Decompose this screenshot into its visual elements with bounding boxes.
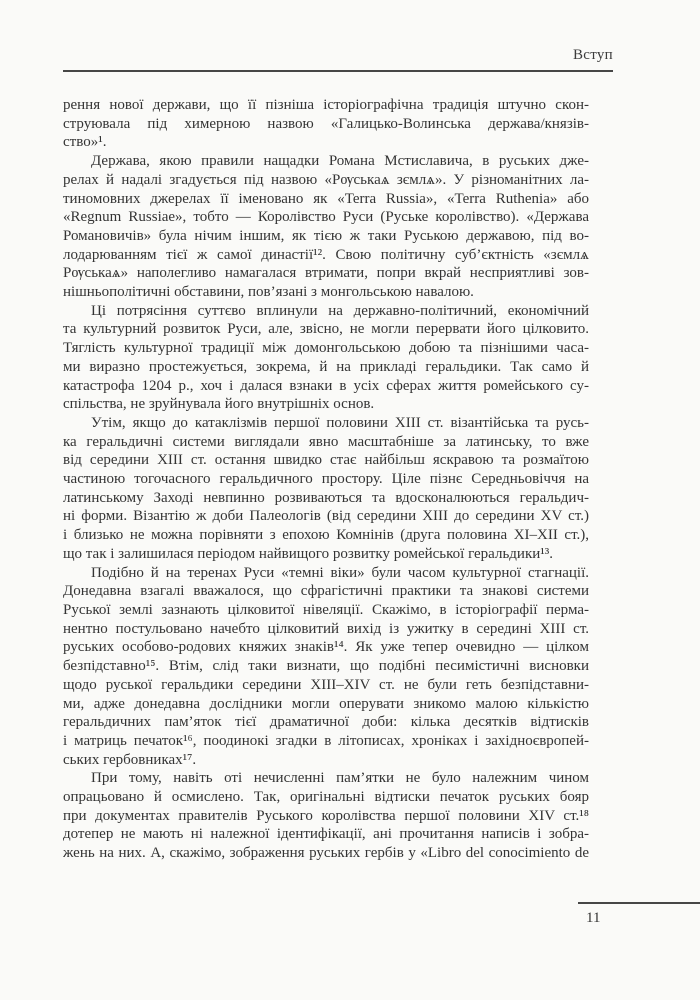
footer-rule xyxy=(578,902,700,904)
text-line: При тому, навіть оті нечисленні пам’ятки не було належним чином xyxy=(91,770,589,787)
paragraph xyxy=(63,302,589,414)
text-line: руських особово-родових княжих знаків¹⁴. Як уже тепер очевидно — цілком xyxy=(63,639,589,656)
text-line: лодарюванням тієї ж самої династії¹². Свою політичну суб’єктність «зємлѧ xyxy=(63,246,589,263)
text-line: ні форми. Візантію ж доби Палеологів (від середини XIII до середини XV ст.) xyxy=(63,508,589,525)
running-head-title: Вступ xyxy=(572,47,613,63)
text-line: при документах правителів Руського королівства першої половини XIV ст.¹⁸ xyxy=(63,807,589,824)
paragraph xyxy=(63,152,589,302)
text-line: що так і залишилася періодом найвищого розвитку ромейської геральдики¹³. xyxy=(63,545,554,562)
running-head xyxy=(63,46,613,64)
text-line: безпідставно¹⁵. Втім, слід таки визнати, що подібні песимістичні висновки xyxy=(63,658,589,675)
paragraph xyxy=(63,414,589,564)
body-text xyxy=(63,96,589,863)
text-line: ка геральдичні системи виглядали явно масштабніше за латинську, то вже xyxy=(63,433,589,450)
text-line: ських гербовниках¹⁷. xyxy=(63,751,197,768)
header-rule xyxy=(63,70,613,72)
text-line: Утім, якщо до катаклізмів першої половини XIII ст. візантійська та русь- xyxy=(91,414,589,431)
text-line: нентно постульовано начебто цілковитий вихід із ужитку в середині XIII ст. xyxy=(63,620,589,637)
text-line: і матриць печаток¹⁶, поодинокі згадки в літописах, хроніках і західноєвропей- xyxy=(63,732,589,749)
text-line: Донедавна взагалі вважалося, що сфрагістичні практики та знакові системи xyxy=(63,583,589,600)
text-line: рення нової держави, що її пізніша історіографічна традиція штучно скон- xyxy=(63,97,589,113)
text-line: та культурний розвиток Руси, але, звісно, не могли перервати його цілковито. xyxy=(63,321,589,338)
text-line: від середини XIII ст. остання швидко стає найбільш яскравою та розмаїтою xyxy=(63,452,589,469)
text-line: Держава, якою правили нащадки Романа Мстиславича, в руських дже- xyxy=(91,153,589,170)
text-line: щодо руської геральдики середини XIII–XIV ст. не були геть безпідставни- xyxy=(63,676,589,693)
text-line: геральдичних пам’яток тієї драматичної доби: кілька десятків відтисків xyxy=(63,714,589,731)
text-line: дотепер не мають ні належної ідентифікації, ані прочитання написів і зобра- xyxy=(63,826,589,843)
text-line: Руської землі зазнають цілковитої нівеляції. Скажімо, в історіографії перма- xyxy=(63,601,589,618)
paragraph xyxy=(63,96,589,152)
text-line: Рѹськаѧ» наполегливо намагалася втримати, попри вкрай несприятливі зов- xyxy=(63,265,589,282)
text-line: «Regnum Russiae», тобто — Королівство Руси (Руське королівство). «Держава xyxy=(63,209,589,226)
text-line: Ці потрясіння суттєво вплинули на державно-політичний, економічний xyxy=(91,302,589,319)
text-line: нішньополітичні обставини, пов’язані з монгольською навалою. xyxy=(63,284,474,301)
text-line: і близько не можна порівняти з епохою Комнінів (друга половина XI–XII ст.), xyxy=(63,527,589,544)
text-line: релах й надалі згадується під назвою «Рѹськаѧ зємлѧ». У різноманітних ла- xyxy=(63,171,589,188)
text-line: жень на них. А, скажімо, зображення руських гербів у «Libro del conocimiento de xyxy=(63,845,589,862)
text-line: Тяглість культурної традиції між домонгольською добою та пізнішими часа- xyxy=(63,340,589,357)
text-line: Подібно й на теренах Руси «темні віки» були часом культурної стагнації. xyxy=(91,564,589,581)
text-line: частиною тогочасного геральдичного простору. Ціле пізнє Середньовіччя на xyxy=(63,471,589,488)
text-line: ми, адже донедавна дослідники могли оперувати зникомо малою кількістю xyxy=(63,695,589,712)
text-line: тиномовних джерелах її іменовано як «Terra Russia», «Terra Ruthenia» або xyxy=(63,190,589,207)
text-line: спільства, не зруйнувала його внутрішніх основ. xyxy=(63,396,375,413)
text-line: латинському Заході невпинно розвиваються та вдосконалюються геральдич- xyxy=(63,489,589,506)
text-line: опрацьовано й осмислено. Так, оригінальні відтиски печаток руських бояр xyxy=(63,789,589,806)
text-line: катастрофа 1204 р., хоч і далася взнаки в усіх сферах життя ромейського су- xyxy=(63,377,589,394)
paragraph xyxy=(63,769,589,863)
page-number: 11 xyxy=(586,910,601,926)
text-line: ми виразно простежується, зокрема, й на прикладі геральдики. Так само й xyxy=(63,358,589,375)
text-line: струювала під химерною назвою «Галицько-Волинська держава/князів- xyxy=(63,115,589,132)
text-line: ство»¹. xyxy=(63,134,107,151)
paragraph xyxy=(63,564,589,770)
text-line: Романовичів» була нічим іншим, як тією ж таки Руською державою, під во- xyxy=(63,227,589,244)
